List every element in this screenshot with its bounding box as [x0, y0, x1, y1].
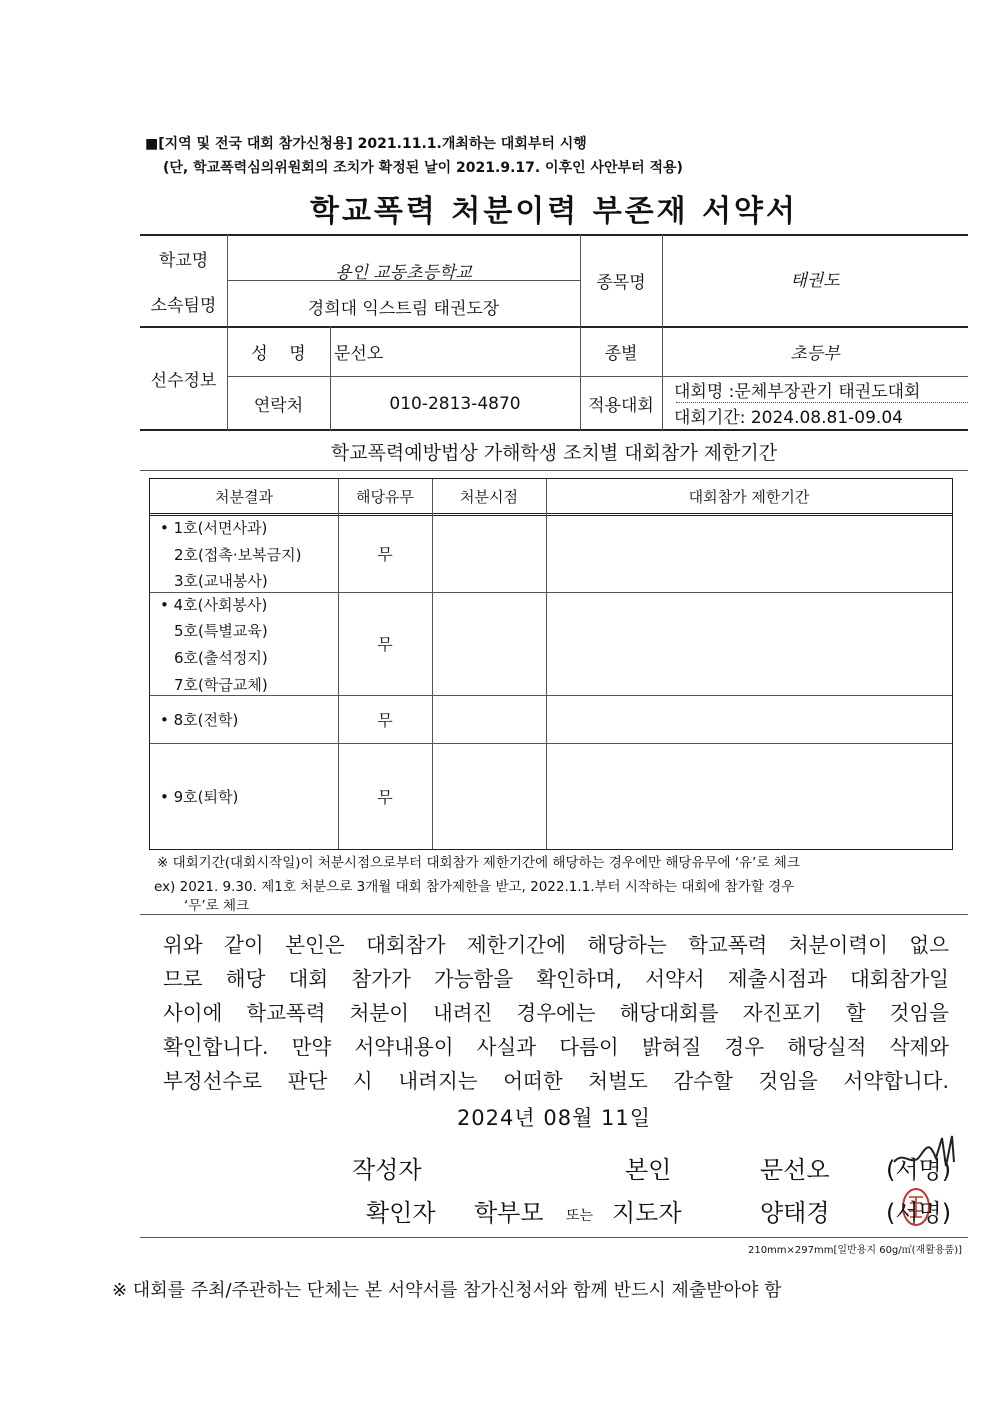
name-label: 성 명	[251, 343, 306, 364]
competition-name: 대회명 :문체부장관기 태권도대회	[674, 381, 921, 402]
writer-name: 문선오	[760, 1156, 830, 1184]
notice-line-2: (단, 학교폭력심의위원회의 조치가 확정된 날이 2021.9.17. 이후인 사안부터 적용)	[163, 160, 683, 176]
confirmer-or: 또는	[566, 1208, 594, 1224]
list-item: 7호(학급교체)	[174, 676, 268, 694]
signature-scribble	[890, 1132, 962, 1182]
writer-label: 작성자	[352, 1156, 422, 1184]
list-item: 2호(접촉·보복금지)	[174, 546, 302, 564]
header-period: 대회참가 제한기간	[688, 487, 810, 506]
note-line-2: ex) 2021. 9.30. 제1호 처분으로 3개월 대회 참가제한을 받고, 2022.1.1.부터 시작하는 대회에 참가할 경우	[154, 879, 795, 895]
event-label: 종목명	[596, 272, 646, 293]
team-value: 경희대 익스트림 태권도장	[307, 298, 500, 319]
confirmer-name: 양태경	[760, 1199, 830, 1227]
pledge-line: 확인합니다. 만약 서약내용이 사실과 다름이 밝혀질 경우 해당실적 삭제와	[163, 1035, 949, 1059]
pledge-line: 므로 해당 대회 참가가 가능함을 확인하며, 서약서 제출시점과 대회참가일	[163, 967, 949, 991]
list-item: • 8호(전학)	[160, 711, 239, 729]
school-label: 학교명	[158, 250, 209, 271]
contact-label: 연락처	[253, 396, 304, 416]
header-result: 처분결과	[215, 487, 273, 506]
writer-role: 본인	[625, 1156, 672, 1184]
note-line-1: ※ 대회기간(대회시작일)이 처분시점으로부터 대회참가 제한기간에 해당하는 경우에만 해당유무에 ‘유’로 체크	[157, 855, 800, 871]
pledge-text	[163, 928, 949, 1098]
notice-line-1: ■[지역 및 전국 대회 참가신청용] 2021.11.1.개최하는 대회부터 시행	[145, 136, 587, 152]
header-time: 처분시점	[460, 487, 518, 506]
confirmer-label: 확인자	[366, 1199, 436, 1227]
school-value: 용인 교동초등학교	[335, 262, 472, 283]
writer-sign-placeholder: (서명)	[886, 1156, 952, 1184]
row3-applies: 무	[377, 710, 393, 730]
contact-value: 010-2813-4870	[389, 393, 521, 414]
list-item: 3호(교내봉사)	[174, 572, 268, 590]
applied-competition-label: 적용대회	[588, 396, 654, 416]
pledge-line: 위와 같이 본인은 대회참가 제한기간에 해당하는 학교폭력 처분이력이 없으	[163, 933, 949, 957]
document-title: 학교폭력 처분이력 부존재 서약서	[309, 194, 799, 229]
bottom-note: ※ 대회를 주최/주관하는 단체는 본 서약서를 참가신청서와 함께 반드시 제출받아야 함	[112, 1280, 782, 1301]
event-value: 태권도	[790, 270, 840, 291]
category-value: 초등부	[790, 343, 840, 364]
note-line-3: ‘무’로 체크	[184, 898, 250, 914]
list-item: 6호(출석정지)	[174, 649, 268, 667]
header-applies: 해당유무	[356, 487, 414, 506]
list-item: • 1호(서면사과)	[160, 519, 268, 537]
competition-period: 대회기간: 2024.08.81-09.04	[674, 408, 903, 428]
category-label: 종별	[604, 343, 638, 364]
restriction-section-title: 학교폭력예방법상 가해학생 조치별 대회참가 제한기간	[330, 442, 778, 464]
restriction-table	[149, 478, 953, 850]
pledge-line: 사이에 학교폭력 처분이 내려진 경우에는 해당대회를 자진포기 할 것임을	[163, 1001, 949, 1025]
pledge-line: 부정선수로 판단 시 내려지는 어떠한 처벌도 감수할 것임을 서약합니다.	[163, 1069, 949, 1093]
confirmer-role-coach: 지도자	[612, 1199, 682, 1227]
name-value: 문선오	[334, 343, 384, 364]
paper-spec: 210mm×297mm[일반용지 60g/㎡(재활용품)]	[747, 1245, 962, 1256]
list-item: • 4호(사회봉사)	[160, 596, 268, 614]
info-table	[140, 234, 968, 431]
team-label: 소속팀명	[150, 295, 217, 316]
confirmer-role-parent: 학부모	[474, 1199, 544, 1227]
confirmer-sign-placeholder: (서명)	[886, 1199, 952, 1227]
row1-applies: 무	[377, 545, 393, 564]
row2-applies: 무	[377, 635, 393, 654]
list-item: 5호(특별교육)	[174, 622, 268, 640]
pledge-date: 2024년 08월 11일	[456, 1106, 652, 1130]
player-info-label: 선수정보	[150, 371, 217, 391]
row4-applies: 무	[377, 787, 393, 807]
list-item: • 9호(퇴학)	[160, 788, 239, 806]
